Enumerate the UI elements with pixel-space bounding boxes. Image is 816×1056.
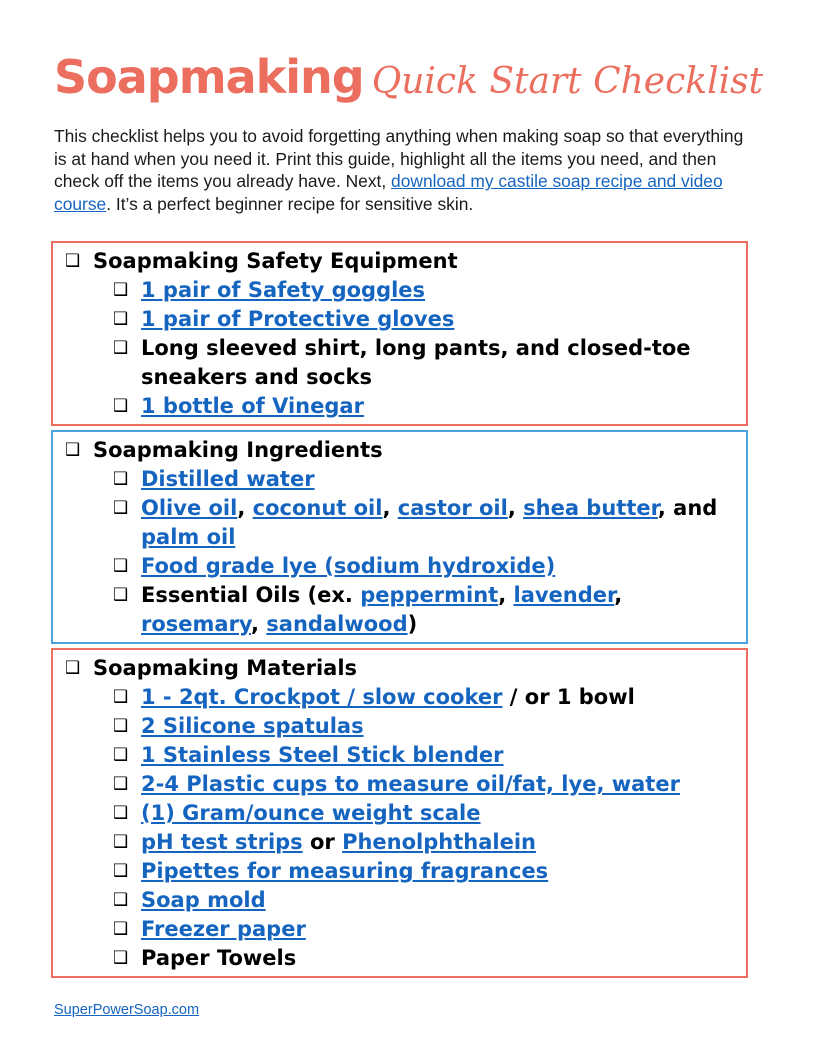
checkbox-icon[interactable]: ❑ <box>113 716 129 736</box>
item-link[interactable]: Pipettes for measuring fragrances <box>141 859 549 883</box>
page-title <box>54 50 763 104</box>
section-heading <box>65 247 736 276</box>
checklist-item-text <box>141 770 736 799</box>
item-link[interactable]: shea butter <box>523 496 658 520</box>
checklist-item-text <box>141 334 736 392</box>
intro-paragraph <box>54 125 754 215</box>
section-heading-label: Soapmaking Safety Equipment <box>93 249 458 273</box>
checkbox-icon[interactable]: ❑ <box>113 469 129 489</box>
item-text: Long sleeved shirt, long pants, and closed-toe sneakers and socks <box>141 336 691 389</box>
checklist-item <box>65 581 736 639</box>
item-text: , <box>507 496 524 520</box>
checkbox-icon[interactable]: ❑ <box>113 556 129 576</box>
checkbox-icon[interactable]: ❑ <box>113 396 129 416</box>
checklist-item-text <box>141 392 736 421</box>
item-link[interactable]: 1 - 2qt. Crockpot / slow cooker <box>141 685 503 709</box>
checklist-item-text <box>141 915 736 944</box>
checkbox-icon[interactable]: ❑ <box>65 251 81 271</box>
checkbox-icon[interactable]: ❑ <box>113 280 129 300</box>
checklist-item-text <box>141 828 736 857</box>
checklist-item <box>65 741 736 770</box>
checklist-item-text <box>141 494 736 552</box>
checkbox-icon[interactable]: ❑ <box>113 919 129 939</box>
intro-text: This checklist helps you to avoid forgetting anything when making soap so that everything is at hand when you need it. Print this guide, highlight all the items you need, and then check off the items you already have. Next, <box>54 126 744 192</box>
recipe-download-link[interactable]: download my castile soap recipe and video course <box>54 171 723 214</box>
item-text: , <box>382 496 398 520</box>
checklist-item-text <box>141 465 736 494</box>
item-link[interactable]: Phenolphthalein <box>342 830 536 854</box>
checkbox-icon[interactable]: ❑ <box>113 309 129 329</box>
checklist-item <box>65 886 736 915</box>
item-link[interactable]: pH test strips <box>141 830 303 854</box>
item-text: Paper Towels <box>141 946 297 970</box>
checklist-item <box>65 944 736 973</box>
section-heading <box>65 654 736 683</box>
checklist-item-text <box>141 683 736 712</box>
checkbox-icon[interactable]: ❑ <box>113 861 129 881</box>
item-link[interactable]: Soap mold <box>141 888 266 912</box>
checklist-item <box>65 305 736 334</box>
checkbox-icon[interactable]: ❑ <box>65 440 81 460</box>
item-link[interactable]: 1 pair of Safety goggles <box>141 278 426 302</box>
item-text: , <box>251 612 267 636</box>
item-link[interactable]: lavender <box>513 583 615 607</box>
section-heading <box>65 436 736 465</box>
intro-text-end: . It’s a perfect beginner recipe for sensitive skin. <box>106 193 474 214</box>
checkbox-icon[interactable]: ❑ <box>113 338 129 358</box>
safety-equipment-box <box>51 241 748 426</box>
item-link[interactable]: 1 bottle of Vinegar <box>141 394 364 418</box>
item-link[interactable]: sandalwood <box>266 612 408 636</box>
checklist-item-text <box>141 886 736 915</box>
checklist-item-text <box>141 857 736 886</box>
section-heading-label: Soapmaking Materials <box>93 656 358 680</box>
checklist-item <box>65 712 736 741</box>
checkbox-icon[interactable]: ❑ <box>113 745 129 765</box>
materials-box <box>51 648 748 978</box>
footer-site-link[interactable]: SuperPowerSoap.com <box>54 1002 200 1018</box>
item-link[interactable]: coconut oil <box>252 496 383 520</box>
item-text: / or 1 bowl <box>502 685 635 709</box>
item-link[interactable]: Food grade lye (sodium hydroxide) <box>141 554 556 578</box>
checklist-item <box>65 828 736 857</box>
ingredients-box <box>51 430 748 644</box>
item-link[interactable]: castor oil <box>397 496 508 520</box>
checkbox-icon[interactable]: ❑ <box>113 687 129 707</box>
title-main: Soapmaking <box>54 50 364 104</box>
checklist-item <box>65 857 736 886</box>
checklist-item-text <box>141 276 736 305</box>
checklist-item <box>65 465 736 494</box>
checklist-item <box>65 770 736 799</box>
checklist-item-text <box>141 305 736 334</box>
item-link[interactable]: 1 Stainless Steel Stick blender <box>141 743 504 767</box>
checklist-item-text <box>141 712 736 741</box>
checklist-item <box>65 683 736 712</box>
item-text: Essential Oils (ex. <box>141 583 361 607</box>
checklist-item <box>65 334 736 392</box>
checkbox-icon[interactable]: ❑ <box>113 774 129 794</box>
checklist-item <box>65 392 736 421</box>
checklist-item-text <box>141 741 736 770</box>
item-text: , <box>237 496 253 520</box>
checklist-item-text <box>141 552 736 581</box>
section-heading-label: Soapmaking Ingredients <box>93 438 383 462</box>
item-link[interactable]: rosemary <box>141 612 251 636</box>
checklist-item <box>65 494 736 552</box>
checklist-item <box>65 915 736 944</box>
checklist-item <box>65 799 736 828</box>
item-link[interactable]: 1 pair of Protective gloves <box>141 307 455 331</box>
item-link[interactable]: Olive oil <box>141 496 238 520</box>
checkbox-icon[interactable]: ❑ <box>113 948 129 968</box>
item-link[interactable]: peppermint <box>360 583 499 607</box>
item-text: , and <box>657 496 718 520</box>
checklist-item-text <box>141 799 736 828</box>
checklist-item-text <box>141 581 736 639</box>
item-text: or <box>302 830 343 854</box>
item-link[interactable]: palm oil <box>141 525 236 549</box>
checklist-item <box>65 276 736 305</box>
item-link[interactable]: (1) Gram/ounce weight scale <box>141 801 481 825</box>
item-text: , <box>498 583 514 607</box>
checkbox-icon[interactable]: ❑ <box>113 585 129 605</box>
item-text: ) <box>407 612 418 636</box>
item-link[interactable]: Freezer paper <box>141 917 306 941</box>
item-link[interactable]: 2-4 Plastic cups to measure oil/fat, lye, water <box>141 772 680 796</box>
item-link[interactable]: 2 Silicone spatulas <box>141 714 364 738</box>
item-link[interactable]: Distilled water <box>141 467 315 491</box>
checkbox-icon[interactable]: ❑ <box>113 890 129 910</box>
checklist-item-text <box>141 944 736 973</box>
checkbox-icon[interactable]: ❑ <box>113 832 129 852</box>
item-text: , <box>614 583 623 607</box>
checkbox-icon[interactable]: ❑ <box>113 803 129 823</box>
checkbox-icon[interactable]: ❑ <box>113 498 129 518</box>
checklist-item <box>65 552 736 581</box>
checkbox-icon[interactable]: ❑ <box>65 658 81 678</box>
title-script: Quick Start Checklist <box>371 61 764 102</box>
